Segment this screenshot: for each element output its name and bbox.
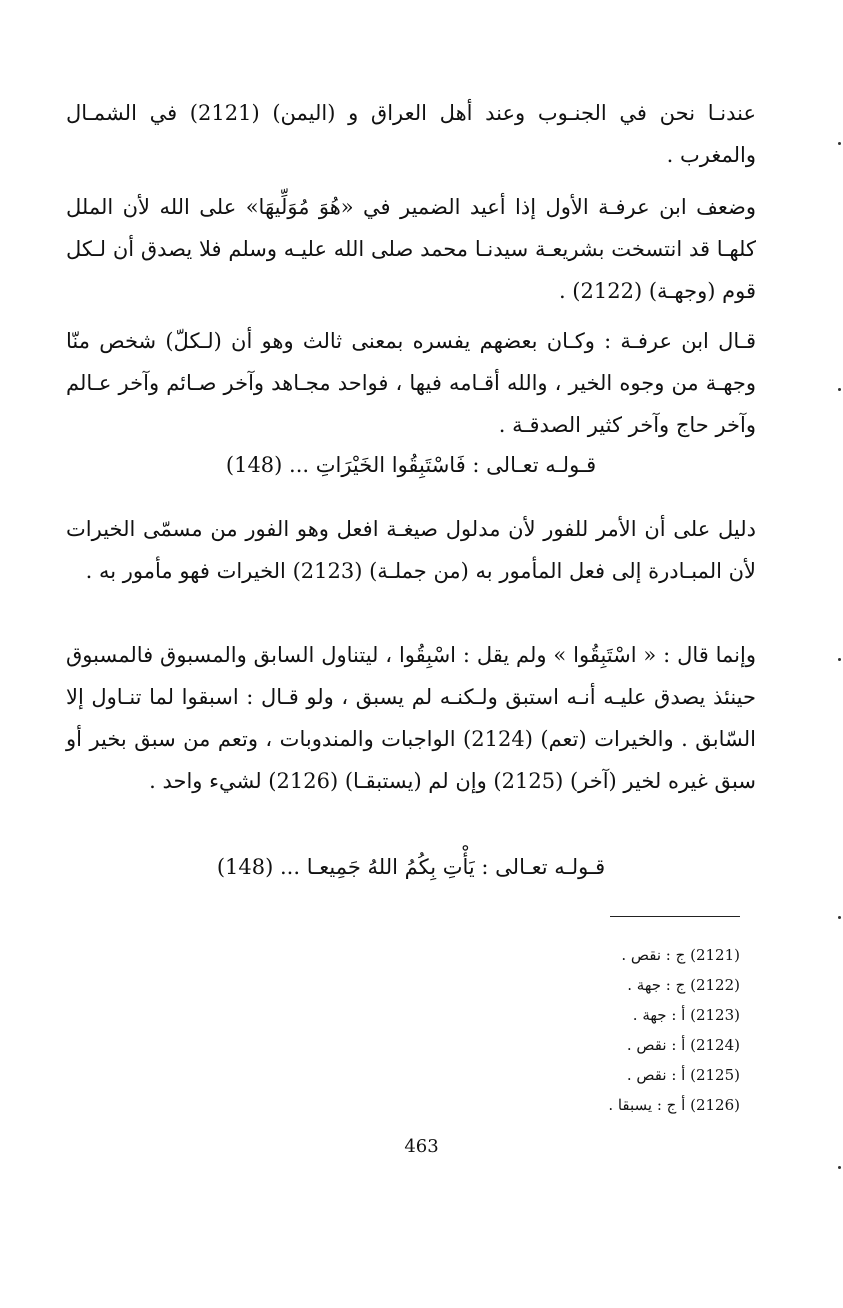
footnote-text: ج : جهة .	[627, 976, 686, 994]
scan-mark	[838, 388, 841, 391]
footnote-item	[480, 970, 740, 1000]
footnote-text: أ : نقص .	[626, 1066, 686, 1084]
footnote-number: (2123)	[690, 1006, 740, 1024]
footnote-number: (2126)	[690, 1096, 740, 1114]
quran-verse-heading-1: قـولـه تعـالى : فَاسْتَبِقُوا الخَيْرَاتِ ... (148)	[225, 453, 597, 477]
paragraph-4: دليل على أن الأمر للفور لأن مدلول صيغـة افعل وهو الفور من مسمّى الخيرات لأن المبـادرة إلى فعل المأمور به (من جملـة) (2123) الخيرات فهو مأمور به .	[66, 517, 756, 583]
footnote-item	[480, 1060, 740, 1090]
footnote-item	[480, 1030, 740, 1060]
paragraph-3: قـال ابن عرفـة : وكـان بعضهم يفسره بمعنى ثالث وهو أن (لـكلّ) شخص منّا وجهـة من وجوه الخير ، والله أقـامه فيها ، فواحد مجـاهد وآخر صـائم وآخر عـالم وآخر حاج وآخر كثير الصدقـة .	[66, 329, 756, 437]
footnote-text: أ : جهة .	[632, 1006, 686, 1024]
scan-mark	[838, 142, 841, 145]
footnotes	[480, 940, 740, 1120]
quran-verse-heading-2: قـولـه تعـالى : يَأْتِ بِكُمُ اللهُ جَمِيعـا ... (148)	[216, 855, 606, 879]
paragraph-5: وإنما قال : « اسْتَبِقُوا » ولم يقل : اسْبِقُوا ، ليتناول السابق والمسبوق فالمسبوق حينئذ يصدق عليـه أنـه استبق ولـكنـه لم يسبق ، ولو قـال : اسبقوا لما تنـاول إلا السّابق . والخيرات (تعم) (2124) الواجبات والمندوبات ، وتعم من سبق بخير أو سبق غيره لخير (آخر) (2125) وإن لم (يستبقـا) (2126) لشيء واحد .	[66, 643, 756, 793]
paragraph-2: وضعف ابن عرفـة الأول إذا أعيد الضمير في «هُوَ مُوَلِّيهَا» على الله لأن الملل كلهـا قد انتسخت بشريعـة سيدنـا محمد صلى الله عليـه وسلم فلا يصدق أن لـكل قوم (وجهـة) (2122) .	[66, 195, 756, 303]
footnote-item	[480, 940, 740, 970]
scan-mark	[838, 658, 841, 661]
footnote-item	[480, 1000, 740, 1030]
scan-mark	[838, 916, 841, 919]
scan-mark	[838, 1166, 841, 1169]
footnote-number: (2121)	[690, 946, 740, 964]
footnote-number: (2124)	[690, 1036, 740, 1054]
paragraph-1: عندنـا نحن في الجنـوب وعند أهل العراق و (اليمن) (2121) في الشمـال والمغرب .	[66, 101, 756, 167]
footnote-item	[480, 1090, 740, 1120]
footnote-number: (2125)	[690, 1066, 740, 1084]
footnote-text: أ : نقص .	[626, 1036, 686, 1054]
footnote-divider	[610, 916, 740, 917]
footnote-text: ج : نقص .	[621, 946, 686, 964]
page-number: 463	[404, 1136, 439, 1157]
footnote-text: أ ج : يسبقا .	[608, 1096, 686, 1114]
footnote-number: (2122)	[690, 976, 740, 994]
